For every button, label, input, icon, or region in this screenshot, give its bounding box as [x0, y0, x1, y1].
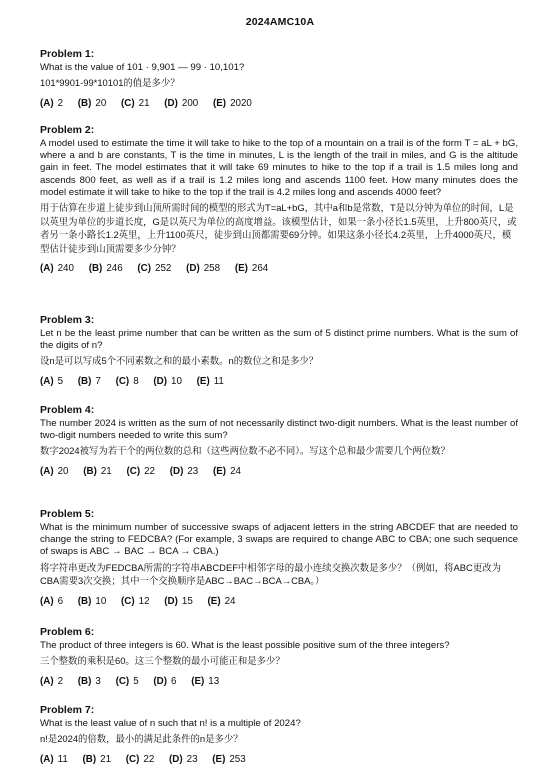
choice-c: (C) 252 [137, 263, 172, 275]
problem-5 [40, 508, 518, 607]
problem-text-en: The number 2024 is written as the sum of not necessarily distinct two-digit numbers. What is the least number of two-digit numbers needed to write this sum? [40, 418, 518, 442]
problem-2 [40, 124, 518, 274]
problem-1 [40, 48, 518, 109]
choice-a: (A) 240 [40, 263, 74, 275]
choice-b: (B) 10 [77, 595, 107, 607]
answer-choices [40, 98, 518, 109]
choice-d: (D) 200 [164, 97, 199, 109]
problem-header: Problem 6: [40, 626, 95, 638]
problem-header: Problem 7: [40, 704, 95, 716]
choice-c: (C) 8 [115, 376, 139, 387]
choice-a: (A) 5 [40, 376, 64, 387]
problem-header: Problem 2: [40, 124, 95, 136]
problem-text-zh: 101*9901-99*10101的值是多少？ [40, 77, 180, 89]
problem-text-zh: 将字符串更改为FEDCBA所需的字符串ABCDEF中相邻字母的最小连续交换次数是多少？（例如，将ABC更改为CBA需要3次交换；其中一个交换顺序是ABC→BAC→BCA→CBA。） [40, 561, 501, 587]
choice-c: (C) 22 [125, 753, 155, 765]
problem-3 [40, 314, 518, 387]
choice-c: (C) 22 [126, 466, 156, 477]
answer-choices [40, 754, 518, 765]
problem-text-en: What is the value of 101 · 9,901 — 99 · 10,101? [40, 62, 245, 73]
answer-choices [40, 263, 518, 274]
problem-6 [40, 626, 518, 687]
choice-e: (E) 253 [212, 753, 246, 765]
choice-d: (D) 15 [164, 595, 193, 607]
choice-d: (D) 6 [153, 675, 177, 687]
problem-header: Problem 5: [40, 508, 95, 520]
choice-d: (D) 23 [169, 753, 198, 765]
choice-e: (E) 24 [207, 595, 236, 607]
document-title: 2024AMC10A [245, 16, 315, 28]
problem-text-en: What is the least value of n such that n! is a multiple of 2024? [40, 718, 301, 729]
choice-e: (E) 11 [196, 376, 224, 387]
choice-b: (B) 3 [77, 675, 101, 687]
choice-a: (A) 20 [40, 466, 69, 477]
problem-text-zh: 三个整数的乘积是60。这三个整数的最小可能正和是多少？ [40, 655, 285, 667]
choice-c: (C) 5 [115, 675, 139, 687]
choice-a: (A) 2 [40, 675, 64, 687]
choice-b: (B) 7 [77, 376, 101, 387]
choice-b: (B) 21 [83, 466, 112, 477]
answer-choices [40, 376, 518, 387]
problem-text-en: A model used to estimate the time it will take to hike to the top of a mountain on a trail is of the form T = aL + bG, where a and b are constants, T is the time in minutes, L is the length of the trail in miles, and G is the altitude gain in feet. The model estimates that it will take 69 minutes to hike to the top if a trail is 1.5 miles long and ascends 800 feet, as well as if a trail is 1.2 miles long and ascends 1100 feet. How many minutes does the model estimate it will take to hike to the top if the trail is 4.2 miles long and ascends 4000 feet? [40, 138, 518, 198]
choice-d: (D) 10 [153, 376, 182, 387]
problem-text-zh: 数字2024被写为若干个的两位数的总和（这些两位数不必不同）。写这个总和最少需要几个两位数？ [40, 445, 450, 457]
problem-4 [40, 404, 518, 477]
choice-d: (D) 258 [186, 263, 221, 275]
problem-text-zh: 用于估算在步道上徒步到山顶所需时间的模型的形式为T=aL+bG，其中a和b是常数，T是以分钟为单位的时间，L是以英里为单位的步道长度，G是以英尺为单位的高度增益。该模型估计，如果一条小径长1.5英里，上升800英尺，或者另一条小路长1.2英里，上升1100英尺，徒步到山顶都需要69分钟。如果这条小径长4.2英里，上升4000英尺，模型估计徒步到山顶需要多少分钟？ [40, 202, 517, 254]
answer-choices [40, 596, 518, 607]
choice-c: (C) 21 [121, 97, 150, 109]
answer-choices [40, 676, 518, 687]
problem-text-en: Let n be the least prime number that can be written as the sum of 5 distinct prime numbers. What is the sum of the digits of n? [40, 328, 518, 352]
choice-e: (E) 264 [234, 263, 269, 275]
choice-c: (C) 12 [121, 595, 150, 607]
problem-text-en: The product of three integers is 60. What is the least possible positive sum of the three integers? [40, 640, 450, 651]
choice-e: (E) 24 [213, 466, 241, 477]
choice-b: (B) 246 [88, 263, 123, 275]
choice-e: (E) 13 [191, 675, 220, 687]
choice-e: (E) 2020 [213, 97, 252, 109]
problem-header: Problem 4: [40, 404, 95, 416]
choice-b: (B) 20 [77, 97, 107, 109]
choice-a: (A) 2 [40, 97, 64, 109]
choice-a: (A) 6 [40, 595, 64, 607]
answer-choices [40, 466, 518, 477]
problem-header: Problem 1: [40, 48, 95, 60]
choice-d: (D) 23 [169, 466, 199, 477]
choice-b: (B) 21 [82, 753, 112, 765]
problem-header: Problem 3: [40, 314, 95, 326]
problem-text-zh: n!是2024的倍数，最小的满足此条件的n是多少？ [40, 733, 243, 745]
choice-a: (A) 11 [40, 753, 68, 765]
problem-text-en: What is the minimum number of successive swaps of adjacent letters in the string ABCDEF that are needed to change the string to FEDCBA? (For example, 3 swaps are required to change ABC to CBA; one such sequence of swaps is ABC → BAC → BCA → CBA.) [40, 522, 518, 558]
problem-text-zh: 设n是可以写成5个不同素数之和的最小素数。n的数位之和是多少？ [40, 355, 319, 367]
problem-7 [40, 704, 518, 765]
